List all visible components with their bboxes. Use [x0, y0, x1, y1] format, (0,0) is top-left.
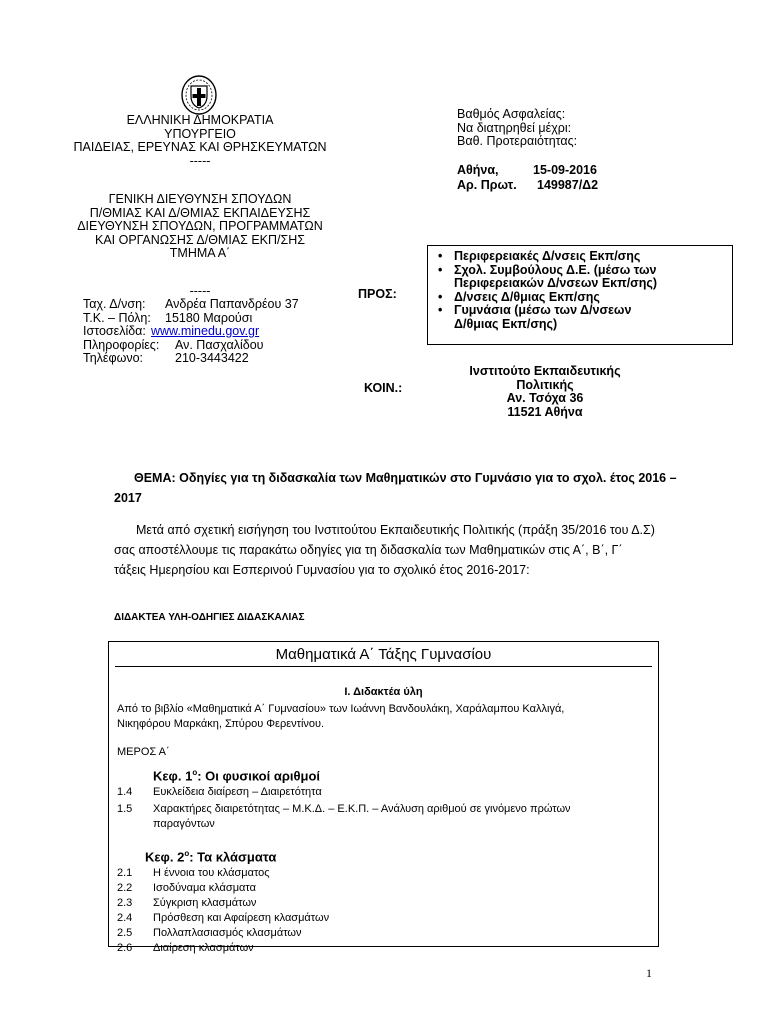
- toc-item: 2.6 Διαίρεση κλασμάτων: [117, 941, 254, 954]
- syllabus-box: [108, 641, 659, 954]
- document-date: 15-09-2016: [533, 163, 597, 177]
- date-line: [457, 164, 597, 178]
- website-link[interactable]: www.minedu.gov.gr: [151, 324, 260, 338]
- toc-item: 1.5 Χαρακτήρες διαιρετότητας – Μ.Κ.Δ. – Ε.Κ.Π. – Ανάλυση αριθμού σε γινόμενο πρώτων παραγόντων: [117, 803, 571, 831]
- greek-emblem-icon: [180, 74, 218, 116]
- cc-recipient: Ινστιτούτο Εκπαιδευτικής Πολιτικής Αν. Τσόχα 36 11521 Αθήνα: [469, 364, 621, 419]
- priority-level: Βαθ. Προτεραιότητας:: [457, 134, 578, 148]
- city-label: Αθήνα,: [457, 163, 499, 177]
- intro-paragraph: Μετά από σχετική εισήγηση του Ινστιτούτου Εκπαιδευτικής Πολιτικής (πράξη 35/2016 του Δ.Σ) σας αποστέλλουμε τις παρακάτω οδηγίες για τη διδασκαλία των Μαθηματικών στις Α΄, Β΄, Γ΄ τάξεις Ημερησίου και Εσπερινού Γυμνασίου για το σχολικό έτος 2016-2017:: [114, 523, 655, 577]
- toc-item: 1.4 Ευκλείδεια διαίρεση – Διαιρετότητα: [117, 786, 322, 799]
- recipient-item: • Γυμνάσια (μέσω των Δ/νσεων Δ/θμιας Εκπ/σης): [434, 304, 726, 331]
- ministry-header: [60, 114, 340, 168]
- to-label: ΠΡΟΣ:: [358, 287, 397, 301]
- protocol-label: Αρ. Πρωτ.: [457, 178, 517, 192]
- contact-info-person: Πληροφορίες: Αν. Πασχαλίδου: [83, 337, 264, 352]
- header-line: ΠΑΙΔΕΙΑΣ, ΕΡΕΥΝΑΣ ΚΑΙ ΘΡΗΣΚΕΥΜΑΤΩΝ: [73, 140, 327, 154]
- cc-label: ΚΟΙΝ.:: [364, 381, 403, 395]
- dept-line: ΤΜΗΜΑ Α΄: [169, 246, 231, 260]
- toc-item: 2.4 Πρόσθεση και Αφαίρεση κλασμάτων: [117, 911, 330, 924]
- header-line: ΕΛΛΗΝΙΚΗ ΔΗΜΟΚΡΑΤΙΑ: [126, 113, 274, 127]
- section-heading: ΔΙΔΑΚΤΕΑ ΥΛΗ-ΟΔΗΓΙΕΣ ΔΙΔΑΣΚΑΛΙΑΣ: [114, 612, 305, 623]
- box-title: Μαθηματικά Α΄ Τάξης Γυμνασίου: [275, 646, 492, 663]
- chapter-2-heading: Κεφ. $2^o$: Τα κλάσματα: [145, 849, 277, 865]
- department-separator: -----: [189, 284, 211, 298]
- page-number: 1: [646, 966, 652, 980]
- recipients-box: [427, 245, 733, 345]
- toc-item: 2.5 Πολλαπλασιασμός κλασμάτων: [117, 926, 302, 939]
- subject-line: 2017: [114, 491, 142, 505]
- toc-item: 2.2 Ισοδύναμα κλάσματα: [117, 881, 256, 894]
- protocol-line: [457, 179, 598, 193]
- box-subtitle: Ι. Διδακτέα ύλη: [344, 686, 423, 698]
- subject: [114, 468, 704, 508]
- header-separator: -----: [189, 153, 211, 168]
- contact-address: Ταχ. Δ/νση: Ανδρέα Παπανδρέου 37: [83, 297, 299, 311]
- recipient-item: • Δ/νσεις Δ/θμιας Εκπ/σης: [434, 291, 726, 305]
- header-line: ΥΠΟΥΡΓΕΙΟ: [164, 126, 236, 141]
- dept-line: ΓΕΝΙΚΗ ΔΙΕΥΘΥΝΣΗ ΣΠΟΥΔΩΝ: [108, 192, 292, 206]
- dept-line: Π/ΘΜΙΑΣ ΚΑΙ Δ/ΘΜΙΑΣ ΕΚΠΑΙΔΕΥΣΗΣ: [89, 205, 311, 220]
- dept-line: ΔΙΕΥΘΥΝΣΗ ΣΠΟΥΔΩΝ, ΠΡΟΓΡΑΜΜΑΤΩΝ: [77, 219, 323, 233]
- department-header: [60, 193, 340, 261]
- protocol-number: 149987/Δ2: [537, 178, 599, 192]
- chapter-1-heading: Κεφ. $1^o$: Οι φυσικοί αριθμοί: [153, 768, 321, 784]
- subject-line: ΘΕΜΑ: Οδηγίες για τη διδασκαλία των Μαθηματικών στο Γυμνάσιο για το σχολ. έτος 2016 –: [134, 471, 677, 485]
- document-meta: [457, 108, 737, 149]
- contact-phone: Τηλέφωνο: 210-3443422: [83, 351, 249, 365]
- security-level: Βαθμός Ασφαλείας:: [457, 107, 566, 121]
- recipient-item: • Περιφερειακές Δ/νσεις Εκπ/σης: [434, 250, 726, 264]
- toc-item: 2.1 Η έννοια του κλάσματος: [117, 866, 270, 879]
- recipient-item: • Σχολ. Συμβούλους Δ.Ε. (μέσω των Περιφερειακών Δ/νσεων Εκπ/σης): [434, 264, 726, 291]
- contact-info: [83, 298, 363, 366]
- contact-website: Ιστοσελίδα: www.minedu.gov.gr: [83, 324, 260, 338]
- dept-line: ΚΑΙ ΟΡΓΑΝΩΣΗΣ Δ/ΘΜΙΑΣ ΕΚΠ/ΣΗΣ: [94, 232, 306, 247]
- contact-postcode: Τ.Κ. – Πόλη: 15180 Μαρούσι: [83, 310, 253, 325]
- book-reference: Από το βιβλίο «Μαθηματικά Α΄ Γυμνασίου» των Ιωάννη Βανδουλάκη, Χαράλαμπου Καλλιγά, Νικηφόρου Μαρκάκη, Σπύρου Φερεντίνου.: [117, 703, 565, 730]
- toc-item: 2.3 Σύγκριση κλασμάτων: [117, 896, 257, 909]
- keep-until: Να διατηρηθεί μέχρι:: [457, 120, 572, 135]
- part-label: ΜΕΡΟΣ Α΄: [117, 746, 170, 758]
